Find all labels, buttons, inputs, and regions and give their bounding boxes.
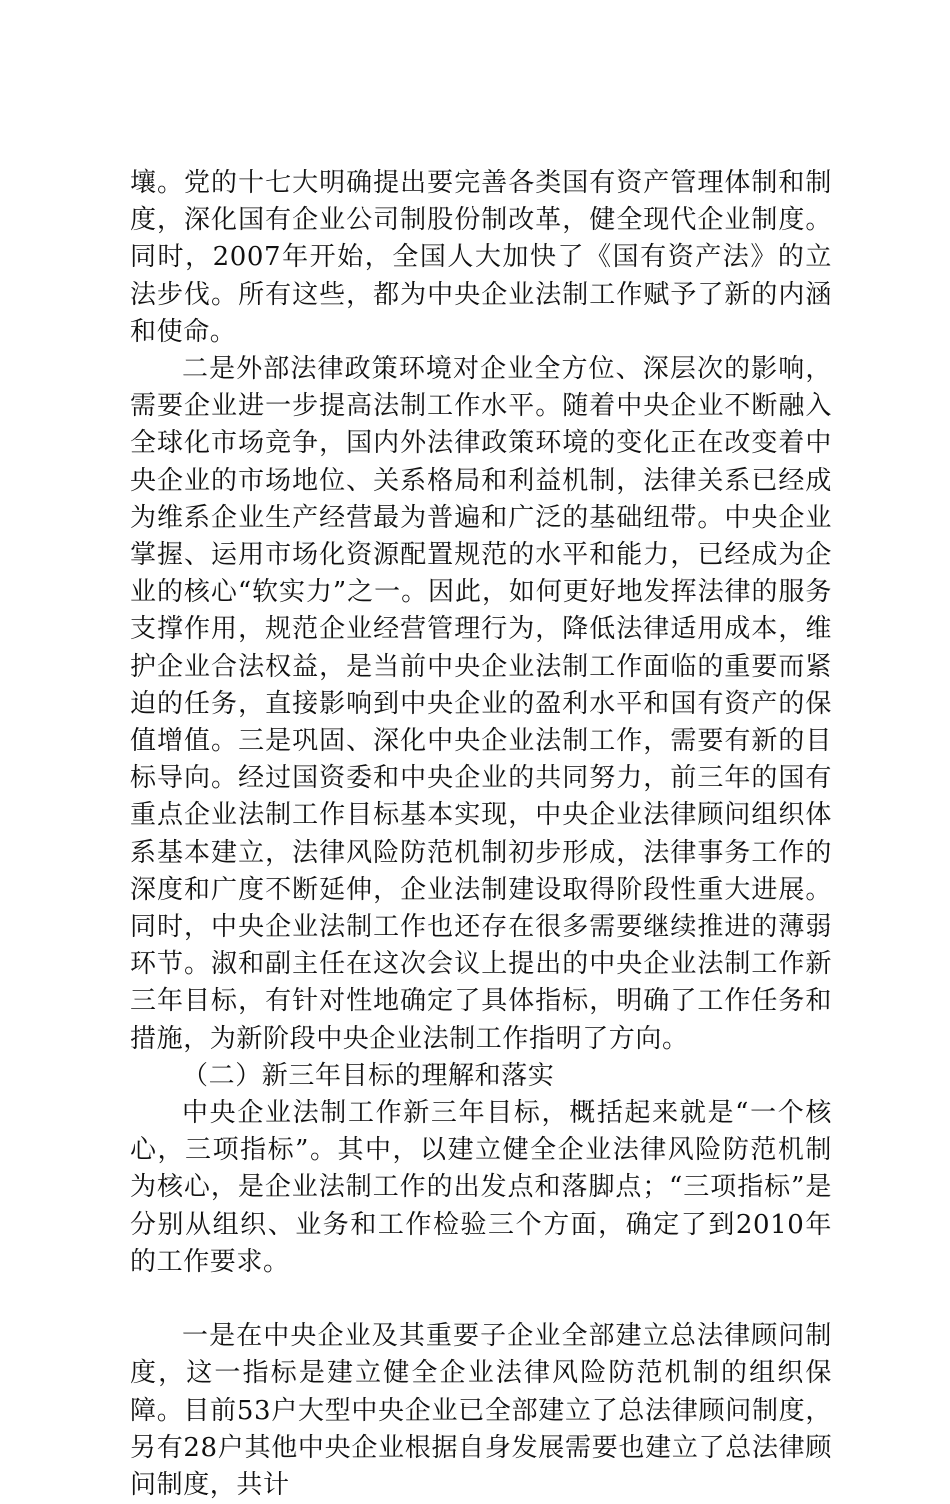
section-heading: （二）新三年目标的理解和落实 bbox=[182, 1060, 555, 1091]
paragraph-three-year-goal: 中央企业法制工作新三年目标，概括起来就是“一个核心，三项指标”。其中，以建立健全企业法律风险防范机制为核心，是企业法制工作的出发点和落脚点；“三项指标”是分别从组织、业务和工作检验三个方面，确定了到2010年的工作要求。 bbox=[130, 1098, 832, 1277]
paragraph-continuation: 壤。党的十七大明确提出要完善各类国有资产管理体制和制度，深化国有企业公司制股份制改革，健全现代企业制度。同时，2007年开始，全国人大加快了《国有资产法》的立法步伐。所有这些，都为中央企业法制工作赋予了新的内涵和使命。 bbox=[130, 168, 832, 347]
document-body bbox=[130, 165, 832, 1504]
paragraph-spacer bbox=[130, 1281, 832, 1318]
paragraph-external-environment: 二是外部法律政策环境对企业全方位、深层次的影响，需要企业进一步提高法制工作水平。随着中央企业不断融入全球化市场竞争，国内外法律政策环境的变化正在改变着中央企业的市场地位、关系格局和利益机制，法律关系已经成为维系企业生产经营最为普遍和广泛的基础纽带。中央企业掌握、运用市场化资源配置规范的水平和能力，已经成为企业的核心“软实力”之一。因此，如何更好地发挥法律的服务支撑作用，规范企业经营管理行为，降低法律适用成本，维护企业合法权益，是当前中央企业法制工作面临的重要而紧迫的任务，直接影响到中央企业的盈利水平和国有资产的保值增值。三是巩固、深化中央企业法制工作，需要有新的目标导向。经过国资委和中央企业的共同努力，前三年的国有重点企业法制工作目标基本实现，中央企业法律顾问组织体系基本建立，法律风险防范机制初步形成，法律事务工作的深度和广度不断延伸，企业法制建设取得阶段性重大进展。同时，中央企业法制工作也还存在很多需要继续推进的薄弱环节。淑和副主任在这次会议上提出的中央企业法制工作新三年目标，有针对性地确定了具体指标，明确了工作任务和措施，为新阶段中央企业法制工作指明了方向。 bbox=[130, 354, 832, 1054]
paragraph-general-counsel: 一是在中央企业及其重要子企业全部建立总法律顾问制度，这一指标是建立健全企业法律风险防范机制的组织保障。目前53户大型中央企业已全部建立了总法律顾问制度，另有28户其他中央企业根据自身发展需要也建立了总法律顾问制度，共计 bbox=[130, 1321, 832, 1500]
